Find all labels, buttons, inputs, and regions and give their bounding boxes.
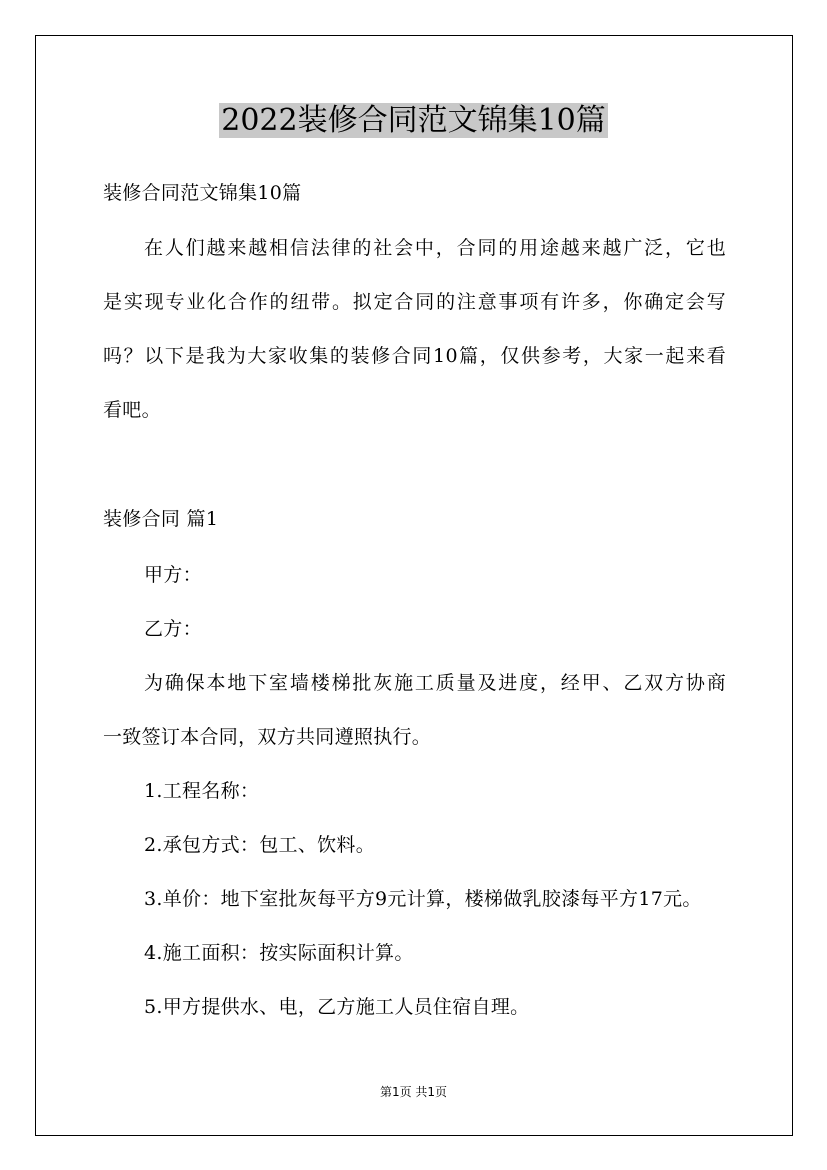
document-title: 2022装修合同范文锦集10篇	[221, 103, 606, 138]
document-subtitle: 装修合同范文锦集10篇	[103, 182, 302, 204]
page-footer: 第1页 共1页	[379, 1085, 448, 1099]
purpose-line-1: 为确保本地下室墙楼梯批灰施工质量及进度，经甲、乙双方协商	[144, 672, 726, 694]
clause-2: 2.承包方式：包工、饮料。	[144, 834, 376, 856]
party-a-label: 甲方：	[144, 564, 202, 586]
intro-line-2: 是实现专业化合作的纽带。拟定合同的注意事项有许多，你确定会写	[103, 291, 726, 313]
section-heading: 装修合同 篇1	[103, 508, 219, 530]
party-b-label: 乙方：	[144, 618, 202, 640]
intro-line-3: 吗？以下是我为大家收集的装修合同10篇，仅供参考，大家一起来看	[103, 345, 726, 367]
intro-line-4: 看吧。	[103, 399, 161, 421]
clause-3: 3.单价：地下室批灰每平方9元计算，楼梯做乳胶漆每平方17元。	[144, 888, 702, 910]
clause-4: 4.施工面积：按实际面积计算。	[144, 942, 414, 964]
clause-5: 5.甲方提供水、电，乙方施工人员住宿自理。	[144, 996, 530, 1018]
intro-line-1: 在人们越来越相信法律的社会中，合同的用途越来越广泛，它也	[144, 237, 726, 259]
clause-1: 1.工程名称：	[144, 780, 260, 802]
purpose-line-2: 一致签订本合同，双方共同遵照执行。	[103, 726, 432, 748]
